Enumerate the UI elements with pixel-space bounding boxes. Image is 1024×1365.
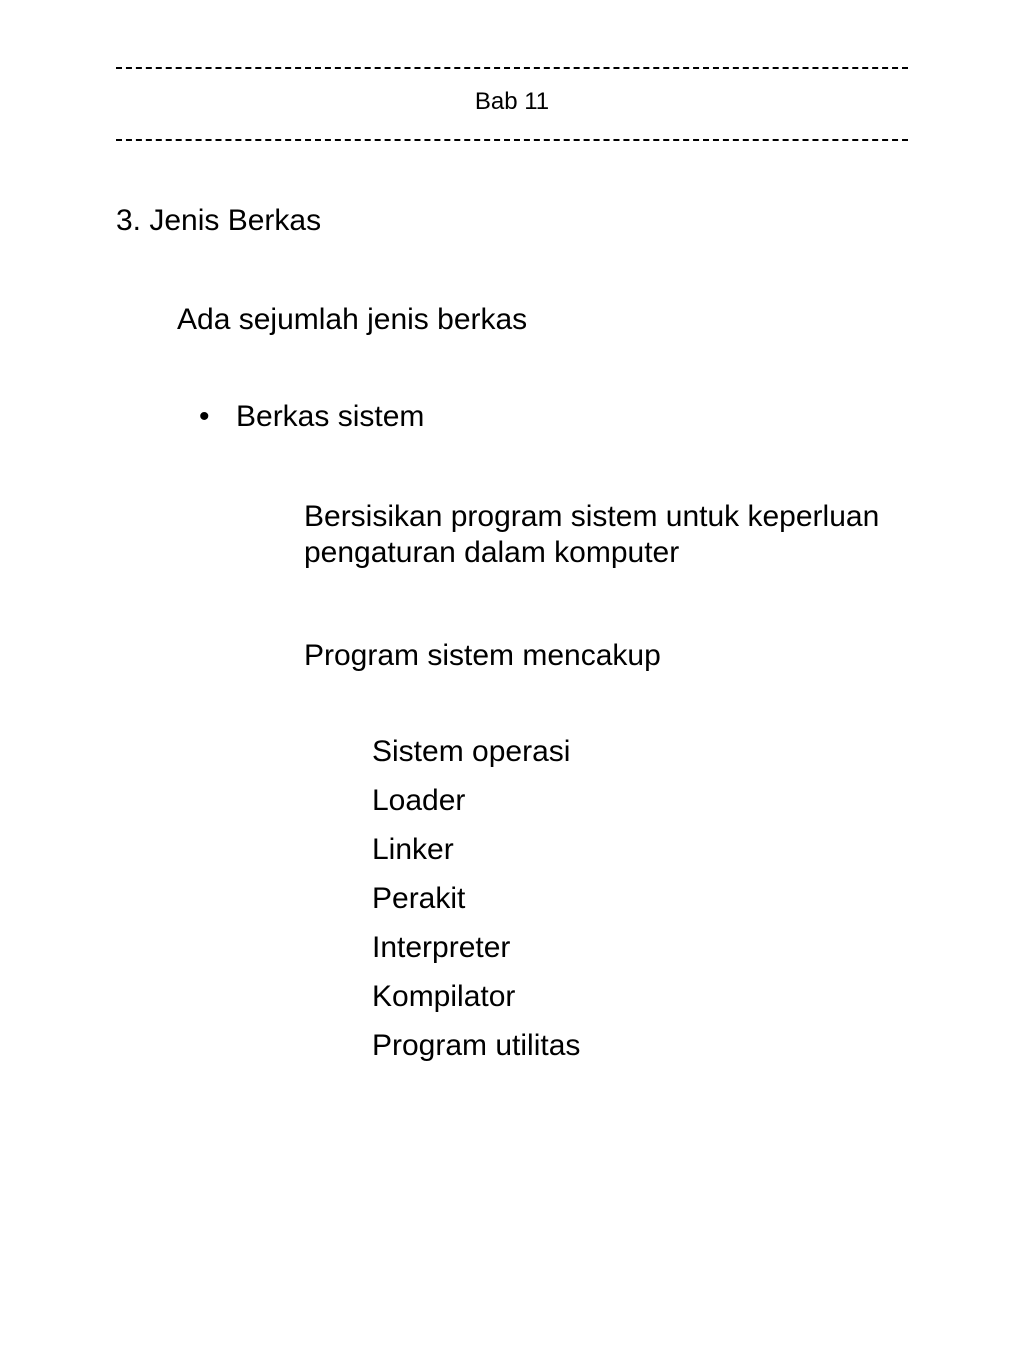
program-item-interpreter: Interpreter <box>372 931 511 964</box>
page-header-title: Bab 11 <box>474 88 550 115</box>
program-item-loader: Loader <box>372 784 466 817</box>
description-paragraph <box>304 499 879 571</box>
bullet-label: Berkas sistem <box>236 400 425 433</box>
program-item-sistem-operasi: Sistem operasi <box>372 735 571 768</box>
program-item-linker: Linker <box>372 833 454 866</box>
header-bottom-rule <box>116 139 908 141</box>
intro-text: Ada sejumlah jenis berkas <box>177 303 528 336</box>
description-line: pengaturan dalam komputer <box>304 536 680 569</box>
description-line: Bersisikan program sistem untuk keperluan <box>304 500 880 533</box>
program-list-heading: Program sistem mencakup <box>304 639 661 672</box>
section-heading: 3. Jenis Berkas <box>116 204 322 237</box>
program-item-perakit: Perakit <box>372 882 466 915</box>
header-top-rule <box>116 67 908 69</box>
bullet-item-berkas-sistem <box>199 399 424 435</box>
program-list <box>372 734 580 1077</box>
program-item-kompilator: Kompilator <box>372 980 516 1013</box>
program-item-program-utilitas: Program utilitas <box>372 1029 581 1062</box>
bullet-icon: • <box>199 400 210 433</box>
